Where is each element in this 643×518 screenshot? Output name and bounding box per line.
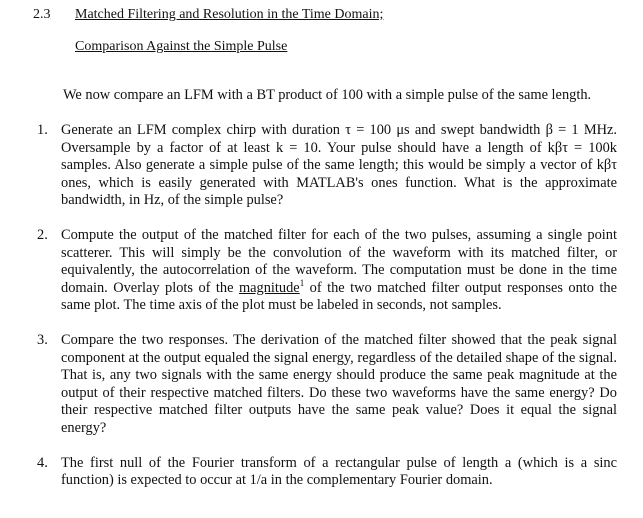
list-item xyxy=(33,122,617,210)
item-text xyxy=(61,227,617,315)
section-title: Matched Filtering and Resolution in the Time Domain; xyxy=(75,7,384,22)
section-subtitle: Comparison Against the Simple Pulse xyxy=(75,39,288,54)
item-text: The first null of the Fourier transform of a rectangular pulse of length a (which is a sinc function) is expected to occur at 1/a in the complementary Fourier domain. xyxy=(61,454,617,489)
underlined-term: magnitude xyxy=(238,279,300,296)
list-item xyxy=(33,332,617,438)
item-number: 3. xyxy=(37,331,48,348)
item-number: 1. xyxy=(37,122,48,138)
exercise-list xyxy=(33,122,617,490)
item-number: 4. xyxy=(37,454,48,471)
item-text-part: of the two matched filter output responses onto the same plot. The time axis of the plot must be labeled in seconds, not samples. xyxy=(61,279,618,314)
item-text: Generate an LFM complex chirp with duration τ = 100 μs and swept bandwidth β = 1 MHz. Oversample by a factor of at least k = 10. Your pulse should have a length of kβτ = 100k samples. Also generate a simple pulse of the same length; this would be simply a vector of kβτ ones, which is easily generated with MATLAB's ones function. What is the approximate bandwidth, in Hz, of the simple pulse? xyxy=(61,122,617,209)
list-item xyxy=(33,227,617,315)
item-text-part: Compute the output of the matched filter for each of the two pulses, assuming a single point scatterer. This will simply be the convolution of the waveform with its matched filter, or equivalently, the autocorrelation of the waveform. The computation must be done in the time domain. Overlay plots of the xyxy=(61,226,617,296)
list-item xyxy=(33,455,617,490)
intro-paragraph: We now compare an LFM with a BT product of 100 with a simple pulse of the same length. xyxy=(63,87,592,104)
section-heading xyxy=(33,6,383,24)
item-text: Compare the two responses. The derivation of the matched filter showed that the peak signal component at the output equaled the signal energy, regardless of the detailed shape of the signal. That is, any two signals with the same energy should produce the same peak magnitude at the output of their respective matched filters. Do these two waveforms have the same energy? Do their respective matched filter outputs have the same peak value? Does it equal the signal energy? xyxy=(61,331,617,436)
footnote-marker: 1 xyxy=(299,277,305,288)
section-number: 2.3 xyxy=(33,7,51,22)
item-number: 2. xyxy=(37,226,48,243)
